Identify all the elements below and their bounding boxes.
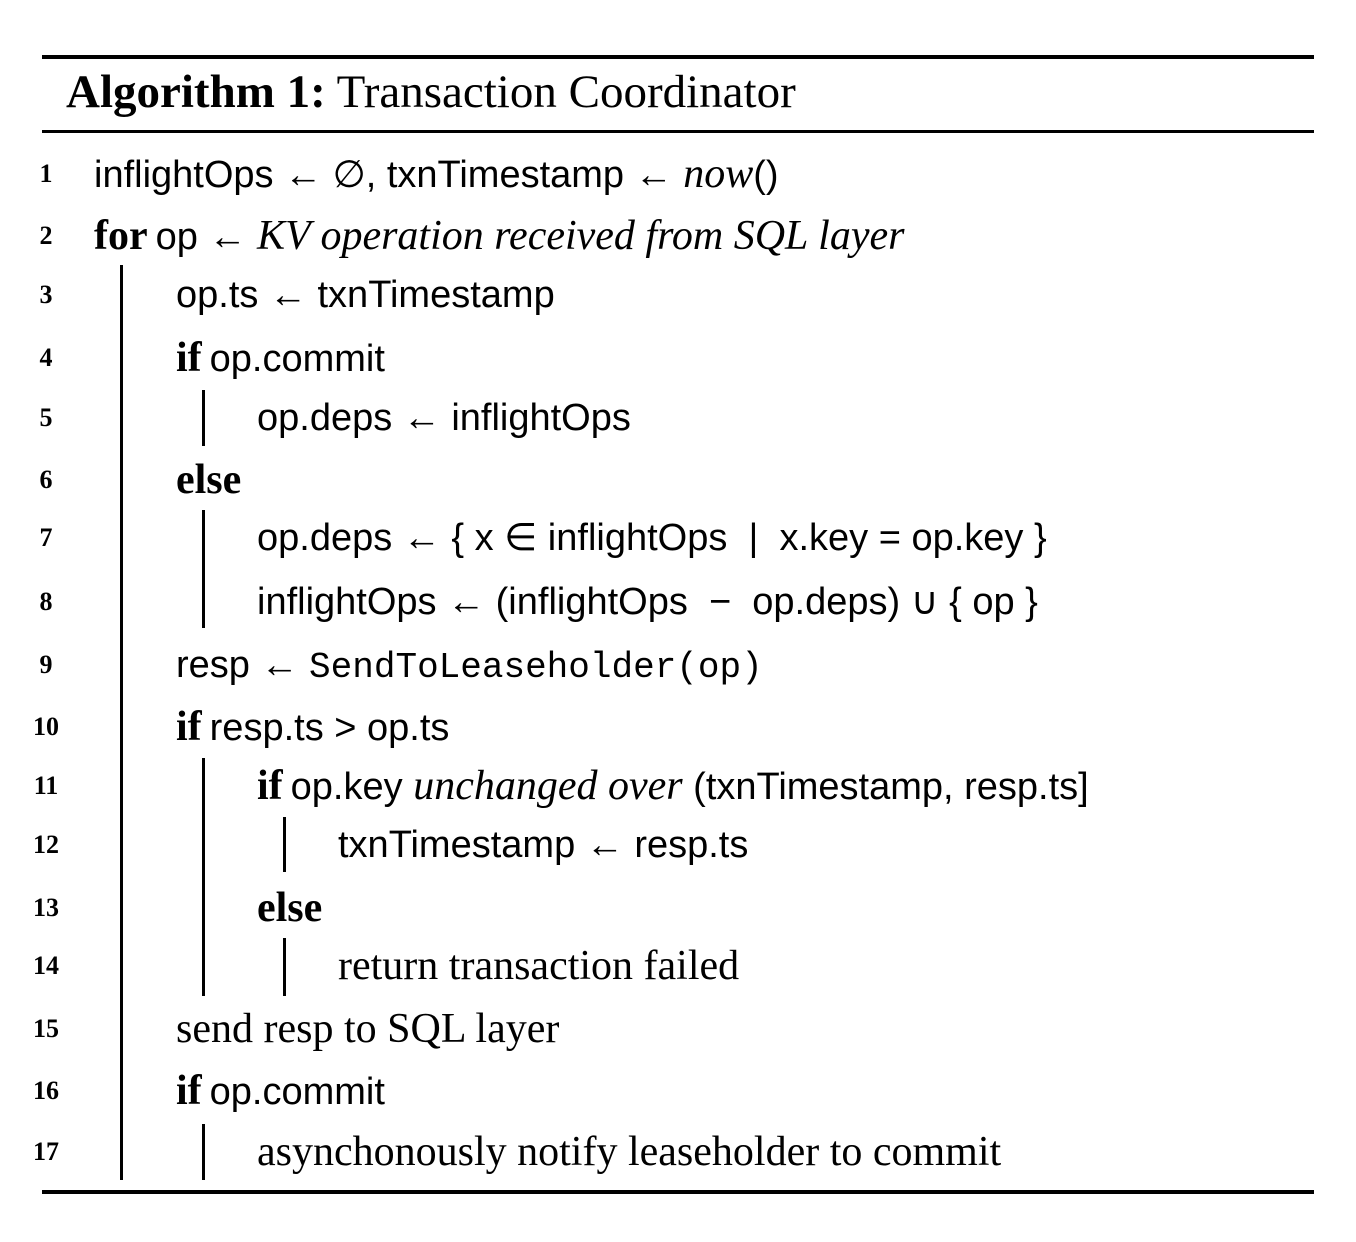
code-line-10 (0, 697, 1356, 757)
line-number: 13 (33, 893, 59, 922)
code-line-1 (0, 144, 1356, 204)
keyword-if: if (176, 335, 202, 381)
keyword-else: else (176, 457, 242, 503)
assignment: resp ← (176, 644, 310, 686)
code-text (176, 697, 449, 758)
top-rule (42, 55, 1314, 59)
code-text (257, 878, 322, 939)
if-resp-block-bar (202, 758, 205, 996)
keyword-if: if (176, 1068, 202, 1114)
code-text: txnTimestamp ← resp.ts (338, 824, 749, 866)
function-call: SendToLeaseholder(op) (309, 647, 763, 688)
code-line-6 (0, 450, 1356, 510)
keyword-if: if (176, 704, 202, 750)
condition: op.commit (209, 338, 385, 380)
code-line-2 (0, 206, 1356, 266)
loop-variable: op ← (155, 216, 258, 258)
code-text: op.ts ← txnTimestamp (176, 274, 555, 316)
code-line-16 (0, 1061, 1356, 1121)
else-fail-block-bar (283, 938, 286, 996)
code-text (257, 756, 1089, 817)
line-number: 10 (33, 712, 59, 741)
line-number: 8 (39, 587, 53, 616)
code-line-3 (0, 265, 1356, 325)
line-number: 14 (33, 951, 59, 980)
line-number: 11 (33, 771, 59, 800)
keyword-if: if (257, 763, 283, 809)
if-block-bar (202, 390, 205, 446)
code-text (176, 450, 241, 511)
code-text (176, 635, 763, 698)
condition-predicate: unchanged over (413, 763, 683, 809)
if-unchanged-block-bar (283, 817, 286, 872)
line-number: 17 (33, 1137, 59, 1166)
function-name: now (683, 151, 754, 197)
code-text: op.deps ← inflightOps (257, 397, 631, 439)
code-line-15 (0, 999, 1356, 1059)
loop-source: KV operation received from SQL layer (257, 213, 905, 259)
condition-interval: (txnTimestamp, resp.ts] (682, 766, 1089, 808)
line-number: 3 (39, 280, 53, 309)
if-commit-block-bar (202, 1124, 205, 1180)
for-block-bar (120, 265, 123, 1180)
condition: resp.ts > op.ts (209, 707, 450, 749)
line-number: 1 (39, 159, 53, 188)
keyword-else: else (257, 885, 323, 931)
line-number: 9 (39, 650, 53, 679)
else-block-bar (202, 510, 205, 628)
code-text: asynchonously notify leaseholder to commit (257, 1129, 1002, 1175)
line-number: 5 (39, 403, 53, 432)
bottom-rule (42, 1190, 1314, 1194)
line-number: 12 (33, 830, 59, 859)
code-line-4 (0, 328, 1356, 388)
line-number: 16 (33, 1076, 59, 1105)
statement: inflightOps ← ∅, txnTimestamp ← (94, 154, 684, 196)
keyword-for: for (94, 213, 148, 259)
call-parens: () (753, 154, 779, 196)
header-rule (42, 130, 1314, 133)
code-line-9 (0, 635, 1356, 695)
code-text: inflightOps ← (inflightOps − op.deps) ∪ { op } (257, 581, 1038, 623)
code-text (176, 328, 385, 389)
code-text (94, 144, 779, 205)
line-number: 4 (39, 343, 53, 372)
algorithm-caption (66, 62, 796, 122)
code-text (176, 1061, 385, 1122)
line-number: 6 (39, 465, 53, 494)
code-text: return transaction failed (338, 943, 740, 989)
line-number: 15 (33, 1014, 59, 1043)
algorithm-label: Algorithm 1: (66, 66, 326, 118)
code-text (94, 206, 904, 267)
line-number: 7 (39, 523, 53, 552)
line-number: 2 (39, 221, 53, 250)
code-text: send resp to SQL layer (176, 1006, 560, 1052)
condition: op.commit (209, 1071, 385, 1113)
condition-subject: op.key (290, 766, 414, 808)
code-text: op.deps ← { x ∈ inflightOps | x.key = op.key } (257, 517, 1047, 559)
algorithm-name: Transaction Coordinator (336, 66, 796, 118)
